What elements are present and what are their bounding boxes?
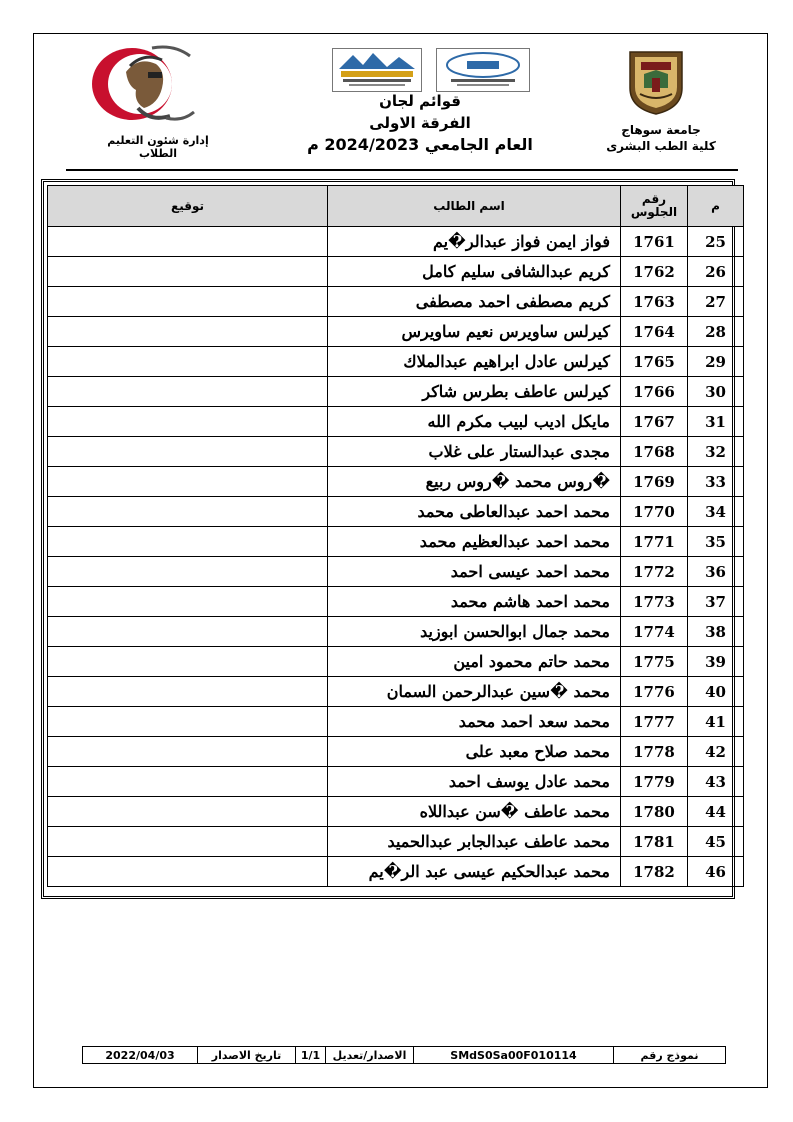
signature-cell bbox=[48, 407, 328, 437]
student-name: محمد احمد عيسى احمد bbox=[328, 557, 621, 587]
signature-cell bbox=[48, 287, 328, 317]
row-number: 39 bbox=[688, 647, 744, 677]
row-number: 27 bbox=[688, 287, 744, 317]
row-number: 38 bbox=[688, 617, 744, 647]
row-number: 44 bbox=[688, 797, 744, 827]
seat-number: 1777 bbox=[621, 707, 688, 737]
faculty-name: كلية الطب البشرى bbox=[606, 139, 716, 153]
student-name: �روس محمد �روس ربيع bbox=[328, 467, 621, 497]
student-name: محمد عادل يوسف احمد bbox=[328, 767, 621, 797]
university-name-block bbox=[596, 122, 726, 154]
row-number: 37 bbox=[688, 587, 744, 617]
table-row bbox=[48, 677, 744, 707]
row-number: 45 bbox=[688, 827, 744, 857]
table-row bbox=[48, 287, 744, 317]
signature-cell bbox=[48, 797, 328, 827]
table-row bbox=[48, 797, 744, 827]
table-row bbox=[48, 827, 744, 857]
row-number: 34 bbox=[688, 497, 744, 527]
row-number: 35 bbox=[688, 527, 744, 557]
seat-number: 1767 bbox=[621, 407, 688, 437]
issue-date-label: تاريخ الاصدار bbox=[197, 1047, 295, 1063]
seat-number: 1766 bbox=[621, 377, 688, 407]
table-row bbox=[48, 527, 744, 557]
student-name: كيرلس ساويرس نعيم ساويرس bbox=[328, 317, 621, 347]
row-number: 30 bbox=[688, 377, 744, 407]
table-row bbox=[48, 467, 744, 497]
student-name: محمد احمد هاشم محمد bbox=[328, 587, 621, 617]
signature-cell bbox=[48, 437, 328, 467]
seat-number: 1779 bbox=[621, 767, 688, 797]
issue-date-value: 2022/04/03 bbox=[105, 1048, 175, 1062]
quality-certification-logo bbox=[332, 48, 422, 92]
student-name: محمد صلاح معبد على bbox=[328, 737, 621, 767]
signature-cell bbox=[48, 317, 328, 347]
table-row bbox=[48, 647, 744, 677]
signature-cell bbox=[48, 227, 328, 257]
table-header-row bbox=[48, 186, 744, 227]
student-name: فواز ايمن فواز عبدالر�يم bbox=[328, 227, 621, 257]
student-name: محمد عبدالحكيم عيسى عبد الر�يم bbox=[328, 857, 621, 887]
signature-cell bbox=[48, 347, 328, 377]
student-name: محمد احمد عبدالعاطى محمد bbox=[328, 497, 621, 527]
row-number: 25 bbox=[688, 227, 744, 257]
department-name: إدارة شئون التعليم الطلاب bbox=[107, 134, 209, 160]
university-crest-icon bbox=[626, 48, 686, 116]
table-row bbox=[48, 737, 744, 767]
signature-cell bbox=[48, 767, 328, 797]
table-row bbox=[48, 227, 744, 257]
seat-number: 1765 bbox=[621, 347, 688, 377]
signature-cell bbox=[48, 677, 328, 707]
column-header-name: اسم الطالب bbox=[328, 186, 621, 227]
table-row bbox=[48, 707, 744, 737]
row-number: 40 bbox=[688, 677, 744, 707]
iso-certification-logo bbox=[436, 48, 530, 92]
student-name: محمد جمال ابوالحسن ابوزيد bbox=[328, 617, 621, 647]
seat-number: 1764 bbox=[621, 317, 688, 347]
revision-label: الاصدار/تعديل bbox=[325, 1047, 413, 1063]
table-row bbox=[48, 347, 744, 377]
form-code: SMdS0Sa00F010114 bbox=[413, 1047, 613, 1063]
table-row bbox=[48, 557, 744, 587]
signature-cell bbox=[48, 557, 328, 587]
signature-cell bbox=[48, 707, 328, 737]
document-title bbox=[290, 90, 550, 156]
university-name: جامعة سوهاج bbox=[621, 123, 701, 137]
seat-number: 1774 bbox=[621, 617, 688, 647]
seat-number: 1771 bbox=[621, 527, 688, 557]
row-number: 29 bbox=[688, 347, 744, 377]
table-row bbox=[48, 617, 744, 647]
signature-cell bbox=[48, 587, 328, 617]
signature-cell bbox=[48, 617, 328, 647]
seat-number: 1780 bbox=[621, 797, 688, 827]
row-number: 42 bbox=[688, 737, 744, 767]
signature-cell bbox=[48, 827, 328, 857]
form-footer bbox=[82, 1046, 726, 1064]
roster-table bbox=[47, 185, 744, 887]
seat-number: 1778 bbox=[621, 737, 688, 767]
table-row bbox=[48, 257, 744, 287]
form-number-label: نموذج رقم bbox=[613, 1047, 725, 1063]
signature-cell bbox=[48, 527, 328, 557]
seat-number: 1776 bbox=[621, 677, 688, 707]
signature-cell bbox=[48, 857, 328, 887]
student-name: محمد حاتم محمود امين bbox=[328, 647, 621, 677]
seat-number: 1772 bbox=[621, 557, 688, 587]
table-row bbox=[48, 377, 744, 407]
row-number: 46 bbox=[688, 857, 744, 887]
signature-cell bbox=[48, 737, 328, 767]
row-number: 41 bbox=[688, 707, 744, 737]
column-header-num: م bbox=[688, 186, 744, 227]
seat-number: 1769 bbox=[621, 467, 688, 497]
table-row bbox=[48, 497, 744, 527]
signature-cell bbox=[48, 257, 328, 287]
seat-number: 1773 bbox=[621, 587, 688, 617]
row-number: 28 bbox=[688, 317, 744, 347]
student-name: محمد عاطف عبدالجابر عبدالحميد bbox=[328, 827, 621, 857]
student-name: محمد احمد عبدالعظيم محمد bbox=[328, 527, 621, 557]
row-number: 26 bbox=[688, 257, 744, 287]
title-line-2: الفرقة الاولى bbox=[369, 114, 471, 132]
seat-number: 1770 bbox=[621, 497, 688, 527]
row-number: 32 bbox=[688, 437, 744, 467]
roster-body bbox=[48, 227, 744, 887]
row-number: 33 bbox=[688, 467, 744, 497]
seat-number: 1782 bbox=[621, 857, 688, 887]
seat-number: 1762 bbox=[621, 257, 688, 287]
student-name: كيرلس عاطف بطرس شاكر bbox=[328, 377, 621, 407]
seat-number: 1768 bbox=[621, 437, 688, 467]
signature-cell bbox=[48, 377, 328, 407]
seat-number: 1781 bbox=[621, 827, 688, 857]
roster-table-frame bbox=[41, 179, 735, 899]
row-number: 43 bbox=[688, 767, 744, 797]
faculty-emblem-icon bbox=[78, 42, 200, 134]
signature-cell bbox=[48, 497, 328, 527]
student-name: محمد عاطف �سن عبداللاه bbox=[328, 797, 621, 827]
signature-cell bbox=[48, 647, 328, 677]
title-line-3: العام الجامعي 2024/2023 م bbox=[307, 135, 533, 154]
student-name: مايكل اديب لبيب مكرم الله bbox=[328, 407, 621, 437]
table-row bbox=[48, 587, 744, 617]
table-row bbox=[48, 857, 744, 887]
row-number: 36 bbox=[688, 557, 744, 587]
table-row bbox=[48, 407, 744, 437]
seat-number: 1761 bbox=[621, 227, 688, 257]
student-name: كريم عبدالشافى سليم كامل bbox=[328, 257, 621, 287]
row-number: 31 bbox=[688, 407, 744, 437]
seat-number: 1763 bbox=[621, 287, 688, 317]
student-name: كيرلس عادل ابراهيم عبدالملاك bbox=[328, 347, 621, 377]
title-line-1: قوائم لجان bbox=[379, 92, 461, 110]
table-row bbox=[48, 767, 744, 797]
student-name: محمد �سين عبدالرحمن السمان bbox=[328, 677, 621, 707]
table-row bbox=[48, 437, 744, 467]
student-name: مجدى عبدالستار على غلاب bbox=[328, 437, 621, 467]
student-name: محمد سعد احمد محمد bbox=[328, 707, 621, 737]
student-name: كريم مصطفى احمد مصطفى bbox=[328, 287, 621, 317]
signature-cell bbox=[48, 467, 328, 497]
column-header-signature: توقيع bbox=[48, 186, 328, 227]
revision-value: 1/1 bbox=[295, 1047, 325, 1063]
header-divider bbox=[66, 169, 738, 171]
column-header-seat: رقم الجلوس bbox=[621, 186, 688, 227]
table-row bbox=[48, 317, 744, 347]
seat-number: 1775 bbox=[621, 647, 688, 677]
